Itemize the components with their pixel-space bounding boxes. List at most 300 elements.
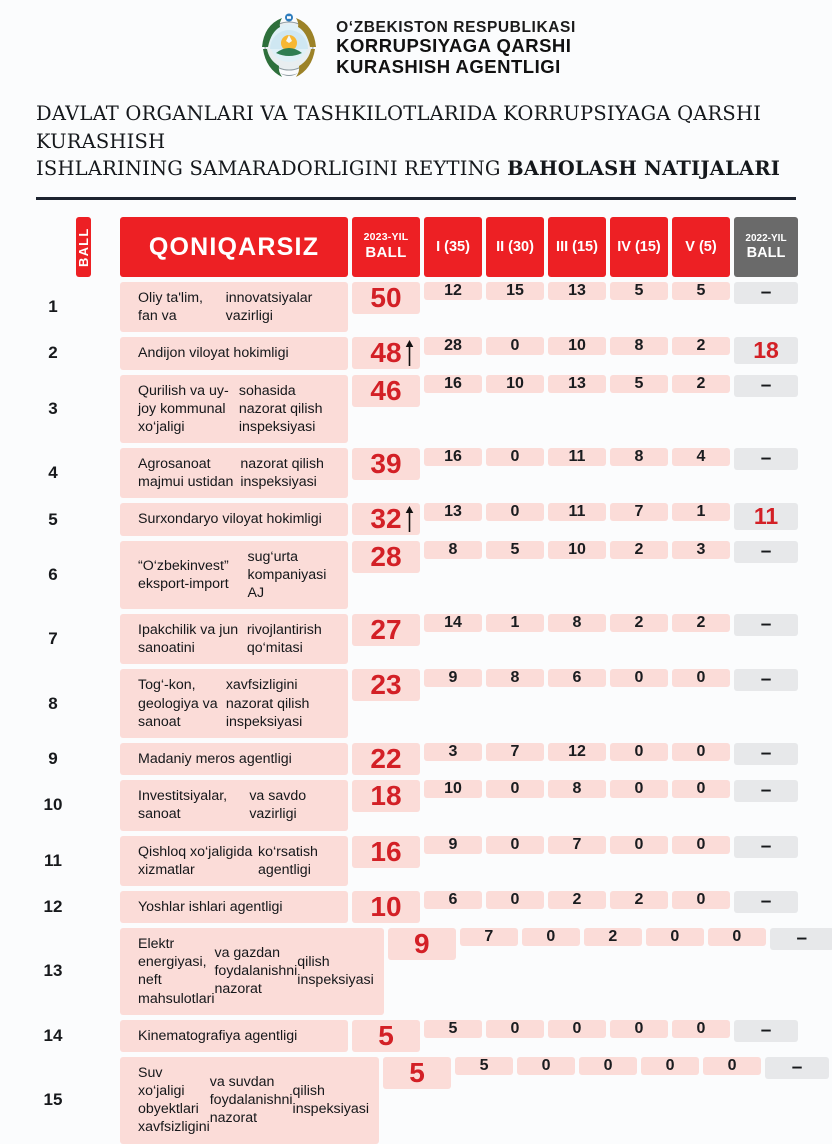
row-rank: 5 xyxy=(48,509,58,529)
row-criteria-2 xyxy=(522,928,580,1015)
row-ball-spacer xyxy=(76,1020,116,1052)
header-criteria-5 xyxy=(672,217,730,277)
row-criteria-5 xyxy=(672,836,730,886)
row-prev-year-value: – xyxy=(734,282,798,304)
row-criteria-2 xyxy=(486,541,544,610)
row-score-value: 28 xyxy=(352,541,420,573)
row-criteria-4 xyxy=(610,503,668,535)
row-criteria-4 xyxy=(610,448,668,498)
row-rank: 4 xyxy=(48,463,58,483)
header-category-label: QONIQARSIZ xyxy=(120,217,348,277)
row-criteria-1-value: 9 xyxy=(424,836,482,854)
row-score-value: 32 xyxy=(352,503,420,535)
row-organization-name: Oliy ta'lim, fan va innovatsiyalar vazirligi xyxy=(120,282,348,332)
row-criteria-3 xyxy=(548,891,606,923)
row-prev-year xyxy=(734,375,798,444)
row-organization xyxy=(120,928,384,1015)
row-criteria-3 xyxy=(548,743,606,775)
row-organization xyxy=(120,780,348,830)
row-score xyxy=(352,1020,420,1052)
row-criteria-4 xyxy=(610,375,668,444)
row-criteria-4-value: 7 xyxy=(610,503,668,521)
header-ball-label: BALL xyxy=(76,217,91,277)
row-criteria-4 xyxy=(610,836,668,886)
row-criteria-3 xyxy=(548,503,606,535)
row-criteria-2-value: 0 xyxy=(486,891,544,909)
row-criteria-1 xyxy=(424,1020,482,1052)
header-criteria-4-label: IV (15) xyxy=(610,217,668,277)
row-criteria-4 xyxy=(610,780,668,830)
row-score xyxy=(388,928,456,1015)
row-prev-year xyxy=(765,1057,829,1144)
row-organization xyxy=(120,614,348,664)
row-criteria-2-value: 7 xyxy=(486,743,544,761)
row-criteria-3 xyxy=(548,780,606,830)
table-row xyxy=(34,448,798,498)
row-prev-year-value: – xyxy=(734,780,798,802)
row-organization-name: Ipakchilik va jun sanoatini rivojlantirish qo‘mitasi xyxy=(120,614,348,664)
row-criteria-4 xyxy=(610,743,668,775)
row-organization-name: Kinematografiya agentligi xyxy=(120,1020,348,1052)
row-criteria-5-value: 5 xyxy=(672,282,730,300)
row-rank: 13 xyxy=(43,961,63,981)
row-criteria-4 xyxy=(610,541,668,610)
row-criteria-5-value: 0 xyxy=(672,669,730,687)
table-row xyxy=(34,375,798,444)
row-criteria-2-value: 0 xyxy=(486,1020,544,1038)
row-rank: 2 xyxy=(48,343,58,363)
row-criteria-1 xyxy=(424,541,482,610)
row-criteria-3-value: 2 xyxy=(548,891,606,909)
row-organization xyxy=(120,503,348,535)
title-line-2-normal: ISHLARINING SAMARADORLIGINI REYTING xyxy=(36,157,508,181)
row-criteria-5-value: 2 xyxy=(672,375,730,393)
row-score-value: 18 xyxy=(352,780,420,812)
table-row xyxy=(34,1020,798,1052)
table-row xyxy=(34,614,798,664)
row-score-value: 46 xyxy=(352,375,420,407)
row-score-value: 5 xyxy=(383,1057,451,1089)
table-row xyxy=(34,1056,803,1144)
row-score xyxy=(352,780,420,830)
header-criteria-2 xyxy=(486,217,544,277)
row-criteria-1-value: 3 xyxy=(424,743,482,761)
row-criteria-5 xyxy=(672,891,730,923)
trend-up-arrow-icon xyxy=(405,506,414,532)
row-criteria-4-value: 0 xyxy=(610,669,668,687)
row-ball-spacer xyxy=(76,375,116,444)
row-ball-spacer xyxy=(76,541,116,610)
row-prev-year-value: – xyxy=(734,1020,798,1042)
row-criteria-2 xyxy=(486,337,544,369)
row-criteria-3-value: 13 xyxy=(548,282,606,300)
row-criteria-4-value: 0 xyxy=(610,780,668,798)
row-score-value: 48 xyxy=(352,337,420,369)
row-ball-spacer xyxy=(76,614,116,664)
title-divider xyxy=(36,197,796,200)
row-organization-name: Andijon viloyat hokimligi xyxy=(120,337,348,369)
row-organization-name: Qurilish va uy-joy kommunal xo‘jaligi sohasida nazorat qilish inspeksiyasi xyxy=(120,375,348,444)
row-organization xyxy=(120,836,348,886)
row-criteria-2 xyxy=(486,448,544,498)
row-prev-year-value: – xyxy=(734,448,798,470)
header-criteria-3-label: III (15) xyxy=(548,217,606,277)
row-criteria-4 xyxy=(646,928,704,1015)
row-criteria-3-value: 2 xyxy=(584,928,642,946)
header-criteria-1 xyxy=(424,217,482,277)
row-criteria-4-value: 0 xyxy=(641,1057,699,1075)
row-criteria-1 xyxy=(455,1057,513,1144)
row-criteria-1-value: 6 xyxy=(424,891,482,909)
row-organization xyxy=(120,282,348,332)
table-row xyxy=(34,282,798,332)
row-score xyxy=(352,891,420,923)
row-criteria-1 xyxy=(424,337,482,369)
row-ball-spacer xyxy=(76,928,116,1015)
row-prev-year xyxy=(734,669,798,738)
table-row xyxy=(34,780,798,830)
row-criteria-2 xyxy=(486,503,544,535)
row-criteria-4 xyxy=(610,891,668,923)
row-criteria-3-value: 8 xyxy=(548,614,606,632)
row-criteria-4-value: 0 xyxy=(610,743,668,761)
row-criteria-1-value: 28 xyxy=(424,337,482,355)
row-prev-year xyxy=(734,448,798,498)
row-criteria-3-value: 11 xyxy=(548,503,606,521)
row-prev-year-value: – xyxy=(734,541,798,563)
row-criteria-3-value: 8 xyxy=(548,780,606,798)
row-organization-name: Surxondaryo viloyat hokimligi xyxy=(120,503,348,535)
row-organization xyxy=(120,669,348,738)
row-score xyxy=(352,282,420,332)
row-criteria-1 xyxy=(424,282,482,332)
header-ball-column xyxy=(76,217,116,277)
row-prev-year-value: – xyxy=(734,743,798,765)
row-criteria-1-value: 5 xyxy=(424,1020,482,1038)
row-prev-year-value: – xyxy=(734,669,798,691)
row-prev-year-value: – xyxy=(734,836,798,858)
row-criteria-2-value: 0 xyxy=(517,1057,575,1075)
row-criteria-5-value: 0 xyxy=(672,891,730,909)
row-organization xyxy=(120,541,348,610)
row-criteria-3-value: 7 xyxy=(548,836,606,854)
row-criteria-5-value: 0 xyxy=(703,1057,761,1075)
row-ball-spacer xyxy=(76,836,116,886)
row-criteria-3 xyxy=(548,614,606,664)
row-criteria-3 xyxy=(548,836,606,886)
row-criteria-3-value: 11 xyxy=(548,448,606,466)
row-criteria-5 xyxy=(672,541,730,610)
row-criteria-5 xyxy=(672,375,730,444)
row-criteria-4-value: 2 xyxy=(610,891,668,909)
row-criteria-4 xyxy=(610,337,668,369)
row-prev-year xyxy=(734,541,798,610)
row-rank: 15 xyxy=(43,1090,63,1110)
row-criteria-4-value: 5 xyxy=(610,282,668,300)
row-criteria-1 xyxy=(424,780,482,830)
masthead xyxy=(0,0,832,78)
row-prev-year xyxy=(734,780,798,830)
row-criteria-1 xyxy=(424,614,482,664)
row-organization xyxy=(120,743,348,775)
ranking-table xyxy=(0,217,832,1144)
row-score-value: 9 xyxy=(388,928,456,960)
row-score-value: 5 xyxy=(352,1020,420,1052)
row-criteria-2 xyxy=(486,614,544,664)
row-criteria-4-value: 0 xyxy=(610,836,668,854)
row-organization-name: Tog‘-kon, geologiya va sanoat xavfsizligini nazorat qilish inspeksiyasi xyxy=(120,669,348,738)
title-line-1: DAVLAT ORGANLARI VA TASHKILOTLARIDA KORRUPSIYAGA QARSHI KURASHISH xyxy=(36,102,762,153)
row-criteria-1 xyxy=(424,669,482,738)
row-organization-name: Yoshlar ishlari agentligi xyxy=(120,891,348,923)
row-score xyxy=(352,669,420,738)
row-prev-year xyxy=(734,337,798,369)
row-criteria-3-value: 6 xyxy=(548,669,606,687)
row-prev-year-value: – xyxy=(734,614,798,636)
header-category-column xyxy=(120,217,348,277)
row-criteria-2-value: 8 xyxy=(486,669,544,687)
row-criteria-2 xyxy=(486,891,544,923)
row-prev-year xyxy=(770,928,832,1015)
row-criteria-3-value: 0 xyxy=(548,1020,606,1038)
row-criteria-5-value: 2 xyxy=(672,614,730,632)
row-criteria-5-value: 3 xyxy=(672,541,730,559)
row-score-value: 39 xyxy=(352,448,420,480)
row-prev-year-value: 11 xyxy=(734,503,798,530)
row-criteria-3-value: 10 xyxy=(548,541,606,559)
row-prev-year xyxy=(734,891,798,923)
table-header-row xyxy=(34,217,798,277)
row-rank: 7 xyxy=(48,629,58,649)
uzbekistan-state-emblem-icon xyxy=(256,13,322,83)
org-line-3: KURASHISH AGENTLIGI xyxy=(336,55,561,77)
header-criteria-3 xyxy=(548,217,606,277)
row-rank: 1 xyxy=(48,297,58,317)
row-criteria-1-value: 12 xyxy=(424,282,482,300)
row-criteria-1-value: 16 xyxy=(424,375,482,393)
row-ball-spacer xyxy=(76,669,116,738)
row-organization-name: Madaniy meros agentligi xyxy=(120,743,348,775)
row-score-value: 23 xyxy=(352,669,420,701)
row-criteria-2 xyxy=(486,669,544,738)
row-prev-year-value: – xyxy=(770,928,832,950)
row-prev-year xyxy=(734,282,798,332)
row-organization-name: “O‘zbekinvest” eksport-import sug‘urta kompaniyasi AJ xyxy=(120,541,348,610)
row-criteria-3 xyxy=(548,669,606,738)
row-criteria-3 xyxy=(584,928,642,1015)
header-rank-spacer xyxy=(34,217,72,277)
row-criteria-1-value: 7 xyxy=(460,928,518,946)
row-criteria-2 xyxy=(486,780,544,830)
row-criteria-1 xyxy=(424,836,482,886)
row-prev-year-value: – xyxy=(734,891,798,913)
row-score-value: 16 xyxy=(352,836,420,868)
table-row xyxy=(34,891,798,923)
row-criteria-4-value: 5 xyxy=(610,375,668,393)
row-rank: 11 xyxy=(44,850,62,870)
table-row xyxy=(34,337,798,369)
row-criteria-1-value: 14 xyxy=(424,614,482,632)
row-criteria-2 xyxy=(486,1020,544,1052)
row-criteria-1-value: 16 xyxy=(424,448,482,466)
row-criteria-2-value: 0 xyxy=(486,337,544,355)
row-prev-year-value: – xyxy=(734,375,798,397)
row-criteria-2 xyxy=(517,1057,575,1144)
row-rank: 9 xyxy=(48,749,58,769)
row-organization-name: Suv xo‘jaligi obyektlari xavfsizligini va suvdan foydalanishni nazorat qilish inspeksiyasi xyxy=(120,1057,379,1144)
row-ball-spacer xyxy=(76,448,116,498)
row-criteria-5 xyxy=(703,1057,761,1144)
row-criteria-2-value: 10 xyxy=(486,375,544,393)
row-criteria-1-value: 10 xyxy=(424,780,482,798)
row-criteria-3 xyxy=(548,282,606,332)
table-row xyxy=(34,836,798,886)
row-criteria-4 xyxy=(610,669,668,738)
row-criteria-1 xyxy=(424,375,482,444)
row-criteria-5 xyxy=(672,743,730,775)
row-criteria-3 xyxy=(548,337,606,369)
header-prev-year: 2022-YIL xyxy=(745,232,787,244)
row-score xyxy=(383,1057,451,1144)
row-criteria-5-value: 0 xyxy=(672,743,730,761)
row-organization-name: Agrosanoat majmui ustidan nazorat qilish inspeksiyasi xyxy=(120,448,348,498)
row-score xyxy=(352,743,420,775)
row-criteria-4 xyxy=(610,614,668,664)
row-criteria-4-value: 0 xyxy=(610,1020,668,1038)
row-criteria-3 xyxy=(548,1020,606,1052)
row-criteria-5 xyxy=(672,337,730,369)
row-criteria-1 xyxy=(424,891,482,923)
row-criteria-5-value: 0 xyxy=(708,928,766,946)
row-score xyxy=(352,375,420,444)
row-criteria-5 xyxy=(672,448,730,498)
row-score xyxy=(352,836,420,886)
org-line-1: O‘ZBEKISTON RESPUBLIKASI xyxy=(336,18,576,36)
row-ball-spacer xyxy=(76,891,116,923)
table-row xyxy=(34,928,808,1015)
row-criteria-5 xyxy=(672,780,730,830)
row-criteria-4-value: 2 xyxy=(610,614,668,632)
row-criteria-5 xyxy=(672,614,730,664)
row-criteria-4 xyxy=(641,1057,699,1144)
row-rank: 3 xyxy=(48,398,58,418)
row-criteria-3-value: 12 xyxy=(548,743,606,761)
row-score-value: 27 xyxy=(352,614,420,646)
row-criteria-2 xyxy=(486,836,544,886)
row-rank: 14 xyxy=(43,1025,63,1045)
title-line-2-bold: BAHOLASH NATIJALARI xyxy=(507,157,781,181)
row-organization-name: Elektr energiyasi, neft mahsulotlari va gazdan foydalanishni nazorat qilish inspeksiyasi xyxy=(120,928,384,1015)
row-rank: 12 xyxy=(43,896,63,916)
row-criteria-1-value: 8 xyxy=(424,541,482,559)
header-criteria-5-label: V (5) xyxy=(672,217,730,277)
row-criteria-4 xyxy=(610,282,668,332)
row-criteria-1 xyxy=(424,503,482,535)
row-score xyxy=(352,541,420,610)
row-criteria-2 xyxy=(486,375,544,444)
row-criteria-1 xyxy=(424,448,482,498)
row-criteria-5 xyxy=(708,928,766,1015)
row-rank: 8 xyxy=(48,693,58,713)
row-criteria-3 xyxy=(548,541,606,610)
table-row xyxy=(34,541,798,610)
row-organization xyxy=(120,891,348,923)
row-criteria-3 xyxy=(548,448,606,498)
row-criteria-5 xyxy=(672,669,730,738)
row-prev-year xyxy=(734,836,798,886)
row-criteria-1-value: 13 xyxy=(424,503,482,521)
row-criteria-5 xyxy=(672,503,730,535)
row-prev-year xyxy=(734,1020,798,1052)
header-score-column xyxy=(352,217,420,277)
row-criteria-2-value: 0 xyxy=(522,928,580,946)
row-score xyxy=(352,614,420,664)
row-criteria-3-value: 10 xyxy=(548,337,606,355)
row-criteria-2-value: 5 xyxy=(486,541,544,559)
header-criteria-2-label: II (30) xyxy=(486,217,544,277)
row-criteria-1-value: 5 xyxy=(455,1057,513,1075)
row-criteria-3 xyxy=(579,1057,637,1144)
organization-name xyxy=(336,19,576,78)
row-criteria-4-value: 0 xyxy=(646,928,704,946)
row-criteria-5-value: 0 xyxy=(672,836,730,854)
row-prev-year xyxy=(734,503,798,535)
row-organization xyxy=(120,1020,348,1052)
table-row xyxy=(34,669,798,738)
header-criteria-4 xyxy=(610,217,668,277)
org-line-2: KORRUPSIYAGA QARSHI xyxy=(336,34,572,56)
row-organization-name: Investitsiyalar, sanoat va savdo vazirligi xyxy=(120,780,348,830)
row-organization xyxy=(120,1057,379,1144)
row-score xyxy=(352,337,420,369)
row-ball-spacer xyxy=(76,337,116,369)
row-criteria-4 xyxy=(610,1020,668,1052)
row-criteria-5-value: 0 xyxy=(672,1020,730,1038)
row-criteria-2-value: 0 xyxy=(486,503,544,521)
row-criteria-5-value: 4 xyxy=(672,448,730,466)
row-criteria-4-value: 2 xyxy=(610,541,668,559)
row-criteria-5 xyxy=(672,1020,730,1052)
row-score xyxy=(352,503,420,535)
row-criteria-2 xyxy=(486,282,544,332)
row-ball-spacer xyxy=(76,780,116,830)
table-row xyxy=(34,743,798,775)
row-ball-spacer xyxy=(76,503,116,535)
header-prev-year-column xyxy=(734,217,798,277)
row-ball-spacer xyxy=(76,1057,116,1144)
row-criteria-2-value: 15 xyxy=(486,282,544,300)
table-row xyxy=(34,503,798,535)
row-rank: 6 xyxy=(48,564,58,584)
row-criteria-3-value: 0 xyxy=(579,1057,637,1075)
header-score-year: 2023-YIL xyxy=(363,231,409,244)
row-prev-year xyxy=(734,743,798,775)
row-criteria-4-value: 8 xyxy=(610,337,668,355)
row-criteria-5-value: 0 xyxy=(672,780,730,798)
row-organization-name: Qishloq xo‘jaligida xizmatlar ko‘rsatish agentligi xyxy=(120,836,348,886)
row-organization xyxy=(120,448,348,498)
row-score-value: 22 xyxy=(352,743,420,775)
row-criteria-3-value: 13 xyxy=(548,375,606,393)
row-criteria-2-value: 0 xyxy=(486,836,544,854)
row-rank: 10 xyxy=(43,795,63,815)
page-title xyxy=(36,100,796,183)
row-criteria-4-value: 8 xyxy=(610,448,668,466)
row-ball-spacer xyxy=(76,282,116,332)
row-criteria-5-value: 1 xyxy=(672,503,730,521)
row-criteria-2 xyxy=(486,743,544,775)
row-criteria-2-value: 1 xyxy=(486,614,544,632)
